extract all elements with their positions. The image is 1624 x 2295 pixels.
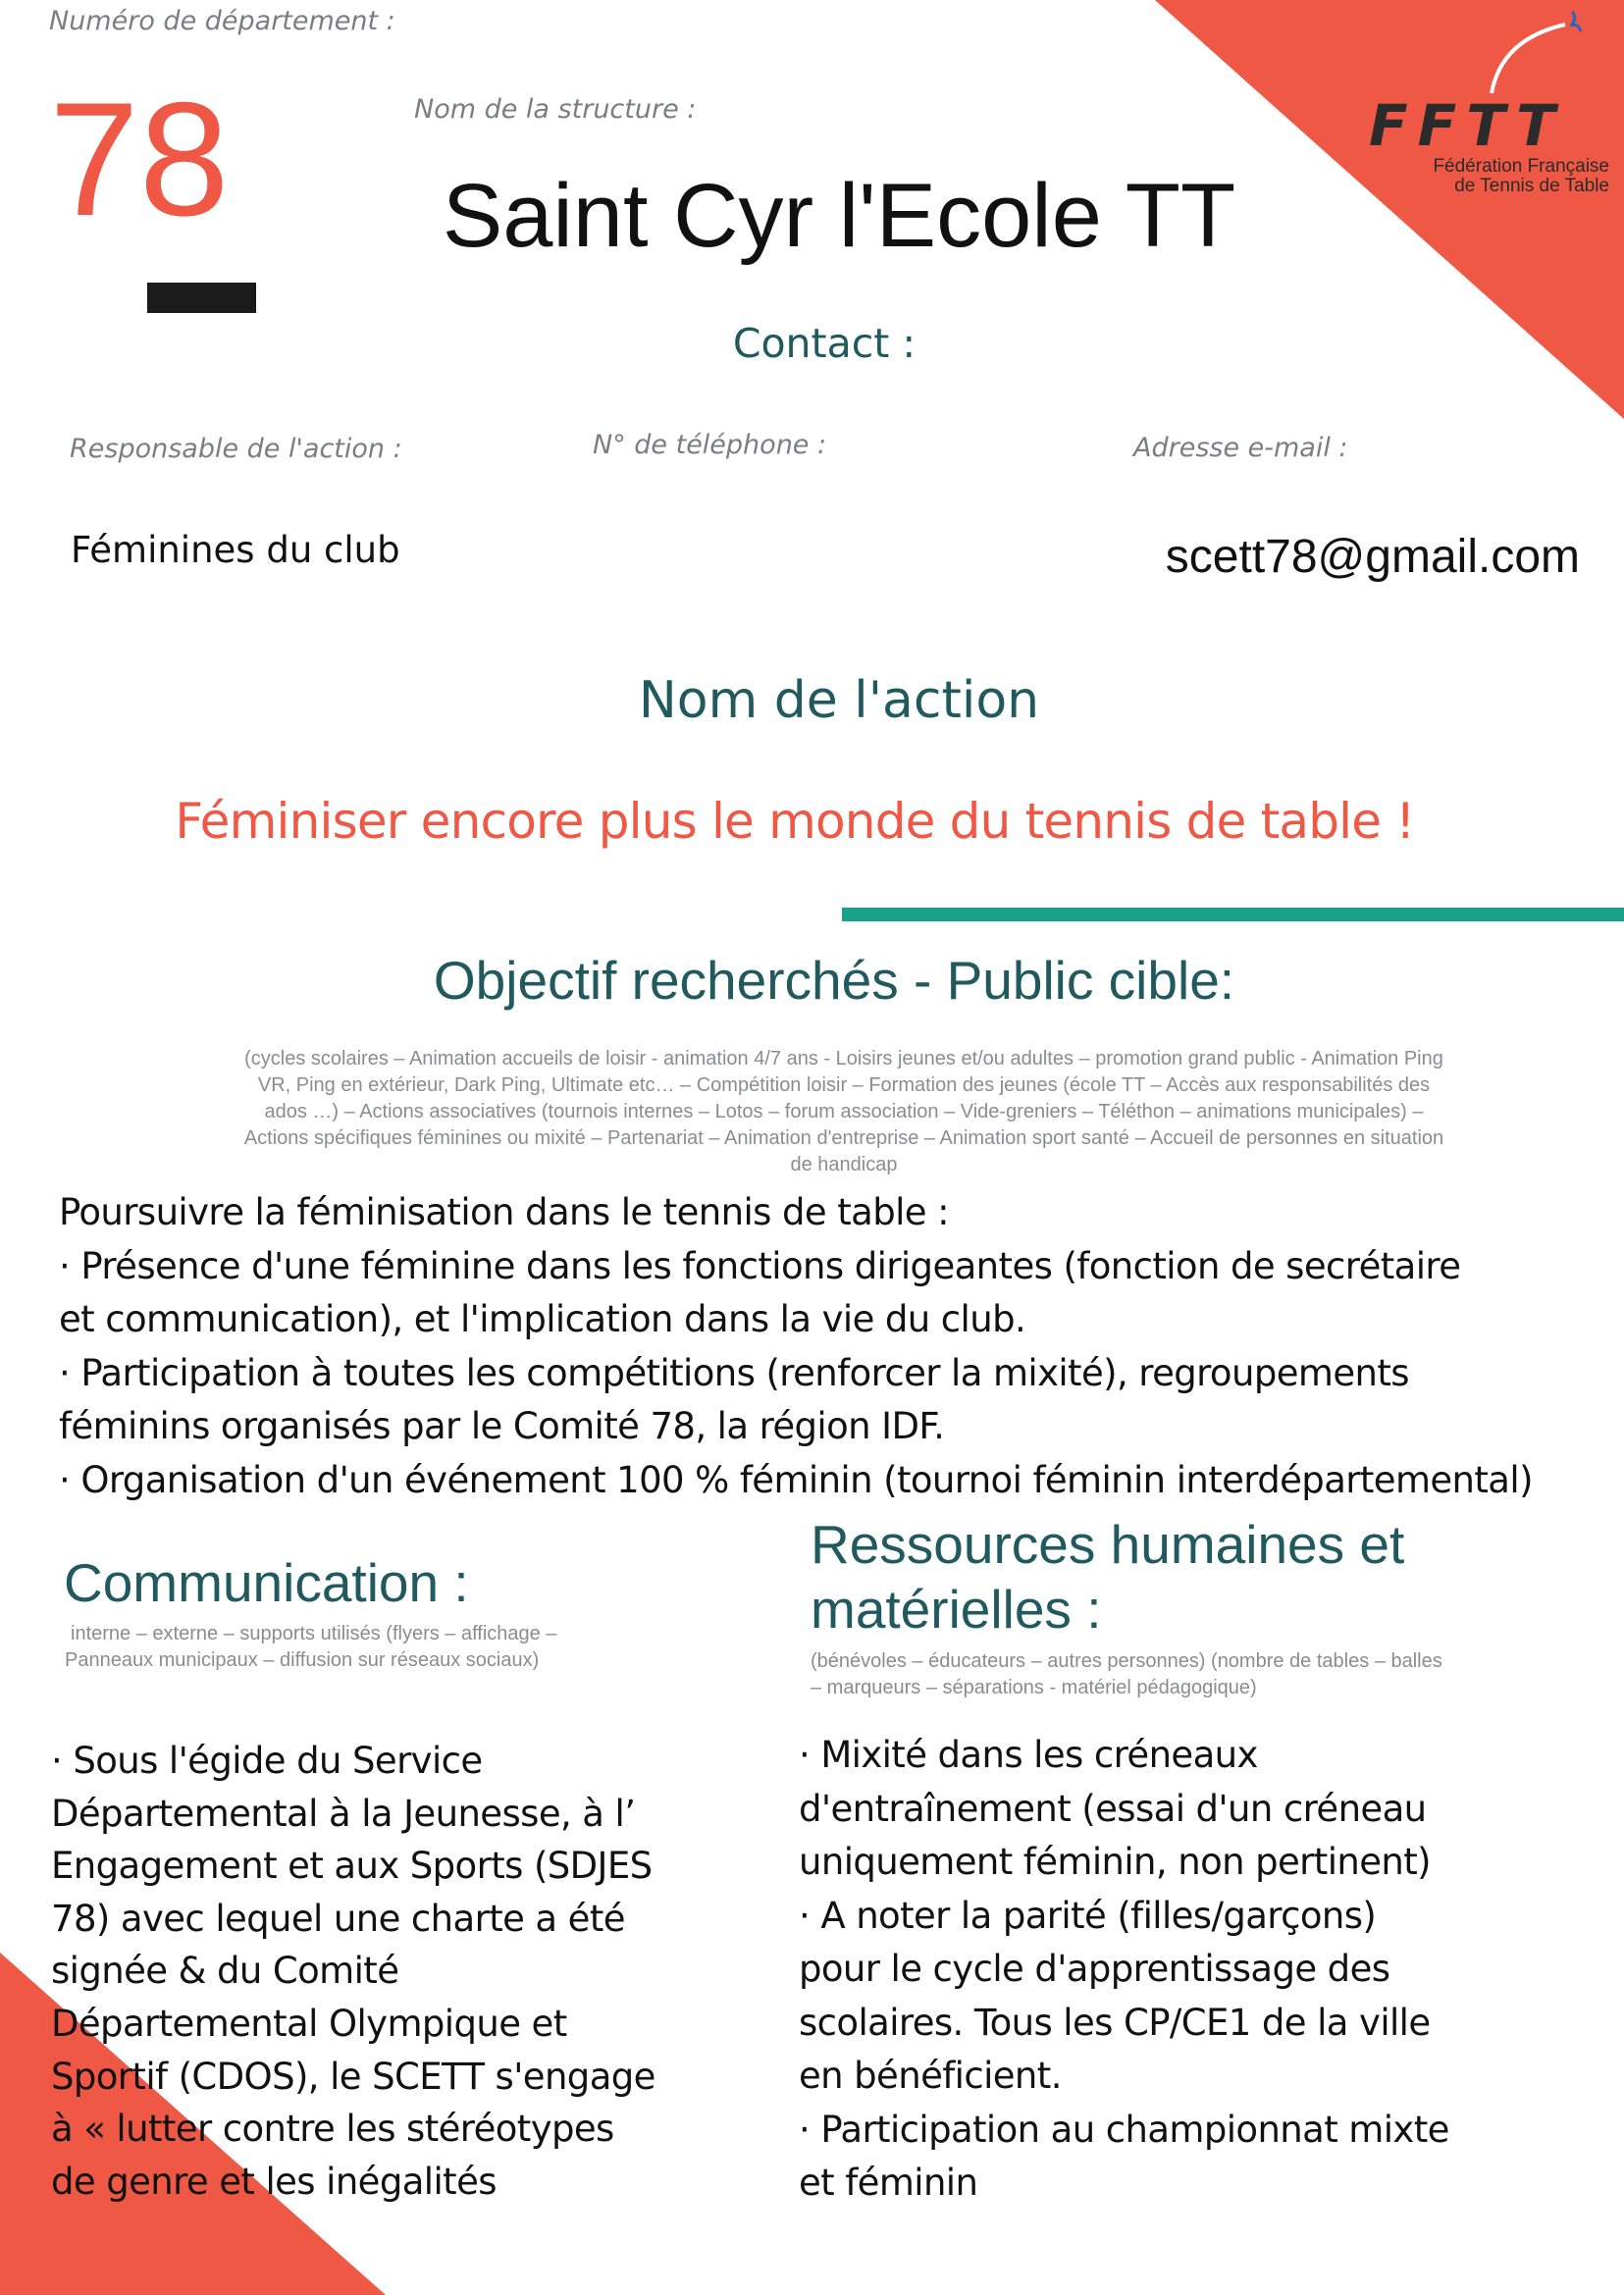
email-value: scett78@gmail.com [1165,531,1580,583]
communication-line: · Sous l'égide du Service [51,1740,483,1782]
communication-line: Engagement et aux Sports (SDJES [51,1845,653,1888]
communication-heading: Communication : [64,1552,469,1613]
action-heading: Nom de l'action [638,671,1040,730]
resources-heading [811,1512,1404,1642]
resources-line: · A noter la parité (filles/garçons) [799,1894,1377,1937]
objectives-hint-line: de handicap [790,1154,898,1175]
communication-line: signée & du Comité [51,1950,399,1993]
structure-name: Saint Cyr l'Ecole TT [442,166,1236,266]
communication-line: Départemental à la Jeunesse, à l’ [51,1792,636,1835]
resources-hint-line: – marqueurs – séparations - matériel pédagogique) [811,1677,1257,1698]
objectives-line: féminins organisés par le Comité 78, la région IDF. [59,1405,945,1447]
email-label: Adresse e-mail : [1133,433,1348,463]
green-divider-rule [842,908,1624,921]
objectives-text [59,1186,1609,1507]
resources-line: pour le cycle d'apprentissage des [799,1948,1390,1990]
responsible-value: Féminines du club [71,529,400,571]
communication-hint-line: Panneaux municipaux – diffusion sur réseaux sociaux) [65,1649,540,1671]
communication-line: 78) avec lequel une charte a été [51,1897,625,1940]
phone-label: N° de téléphone : [593,430,827,460]
objectives-hint-line: ados …) – Actions associatives (tournois internes – Lotos – forum association – Vide-greniers – Téléthon – animations municipales) – [264,1101,1424,1122]
responsible-label: Responsable de l'action : [70,434,402,464]
communication-line: Départemental Olympique et [51,2002,567,2045]
resources-heading-line: Ressources humaines et [811,1514,1405,1575]
objectives-line: · Présence d'une féminine dans les fonctions dirigeantes (fonction de secrétaire [59,1244,1461,1287]
resources-text [799,1729,1584,2211]
objectives-hint [157,1046,1531,1178]
objectives-hint-line: VR, Ping en extérieur, Dark Ping, Ultimate etc… – Compétition loisir – Formation des jeunes (école TT – Accès aux responsabilités des [257,1074,1431,1096]
objectives-line: et communication), et l'implication dans la vie du club. [59,1298,1026,1340]
resources-line: en bénéficient. [799,2055,1062,2097]
communication-hint [65,1621,752,1674]
department-label: Numéro de département : [49,6,395,36]
resources-line: · Mixité dans les créneaux [799,1734,1258,1776]
communication-line: de genre et les inégalités [51,2160,497,2203]
communication-line: à « lutter contre les stéréotypes [51,2108,614,2151]
resources-hint-line: (bénévoles – éducateurs – autres personnes) (nombre de tables – balles [811,1650,1442,1672]
fftt-logo-line1: Fédération Française [1433,156,1609,177]
objectives-heading: Objectif recherchés - Public cible: [433,950,1235,1011]
fftt-logo-line2: de Tennis de Table [1454,176,1609,196]
communication-text [51,1735,758,2208]
communication-line: Sportif (CDOS), le SCETT s'engage [51,2055,655,2098]
resources-line: et féminin [799,2162,978,2204]
fftt-logo [1354,0,1609,206]
objectives-line: · Participation à toutes les compétitions (renforcer la mixité), regroupements [59,1351,1409,1394]
resources-line: uniquement féminin, non pertinent) [799,1841,1431,1883]
resources-heading-line: matérielles : [811,1579,1102,1640]
resources-line: scolaires. Tous les CP/CE1 de la ville [799,2001,1431,2044]
structure-label: Nom de la structure : [414,94,697,125]
objectives-line: Poursuivre la féminisation dans le tennis de table : [59,1191,949,1233]
department-redaction-bar [147,283,256,313]
objectives-hint-line: (cycles scolaires – Animation accueils de loisir - animation 4/7 ans - Loisirs jeunes et/ou adultes – promotion grand public - Animation Ping [244,1048,1443,1069]
resources-line: d'entraînement (essai d'un créneau [799,1787,1427,1830]
objectives-line: · Organisation d'un événement 100 % féminin (tournoi féminin interdépartemental) [59,1458,1533,1501]
objectives-hint-line: Actions spécifiques féminines ou mixité – Partenariat – Animation d'entreprise – Animation sport santé – Accueil de personnes en situation [243,1127,1444,1149]
fftt-logo-letters: FFTT [1369,92,1565,159]
communication-hint-line: interne – externe – supports utilisés (flyers – affichage – [71,1623,557,1644]
department-number: 78 [49,69,230,249]
resources-hint [811,1648,1576,1701]
contact-heading: Contact : [732,320,917,367]
resources-line: · Participation au championnat mixte [799,2108,1449,2151]
action-name: Féminiser encore plus le monde du tennis de table ! [175,793,1415,850]
